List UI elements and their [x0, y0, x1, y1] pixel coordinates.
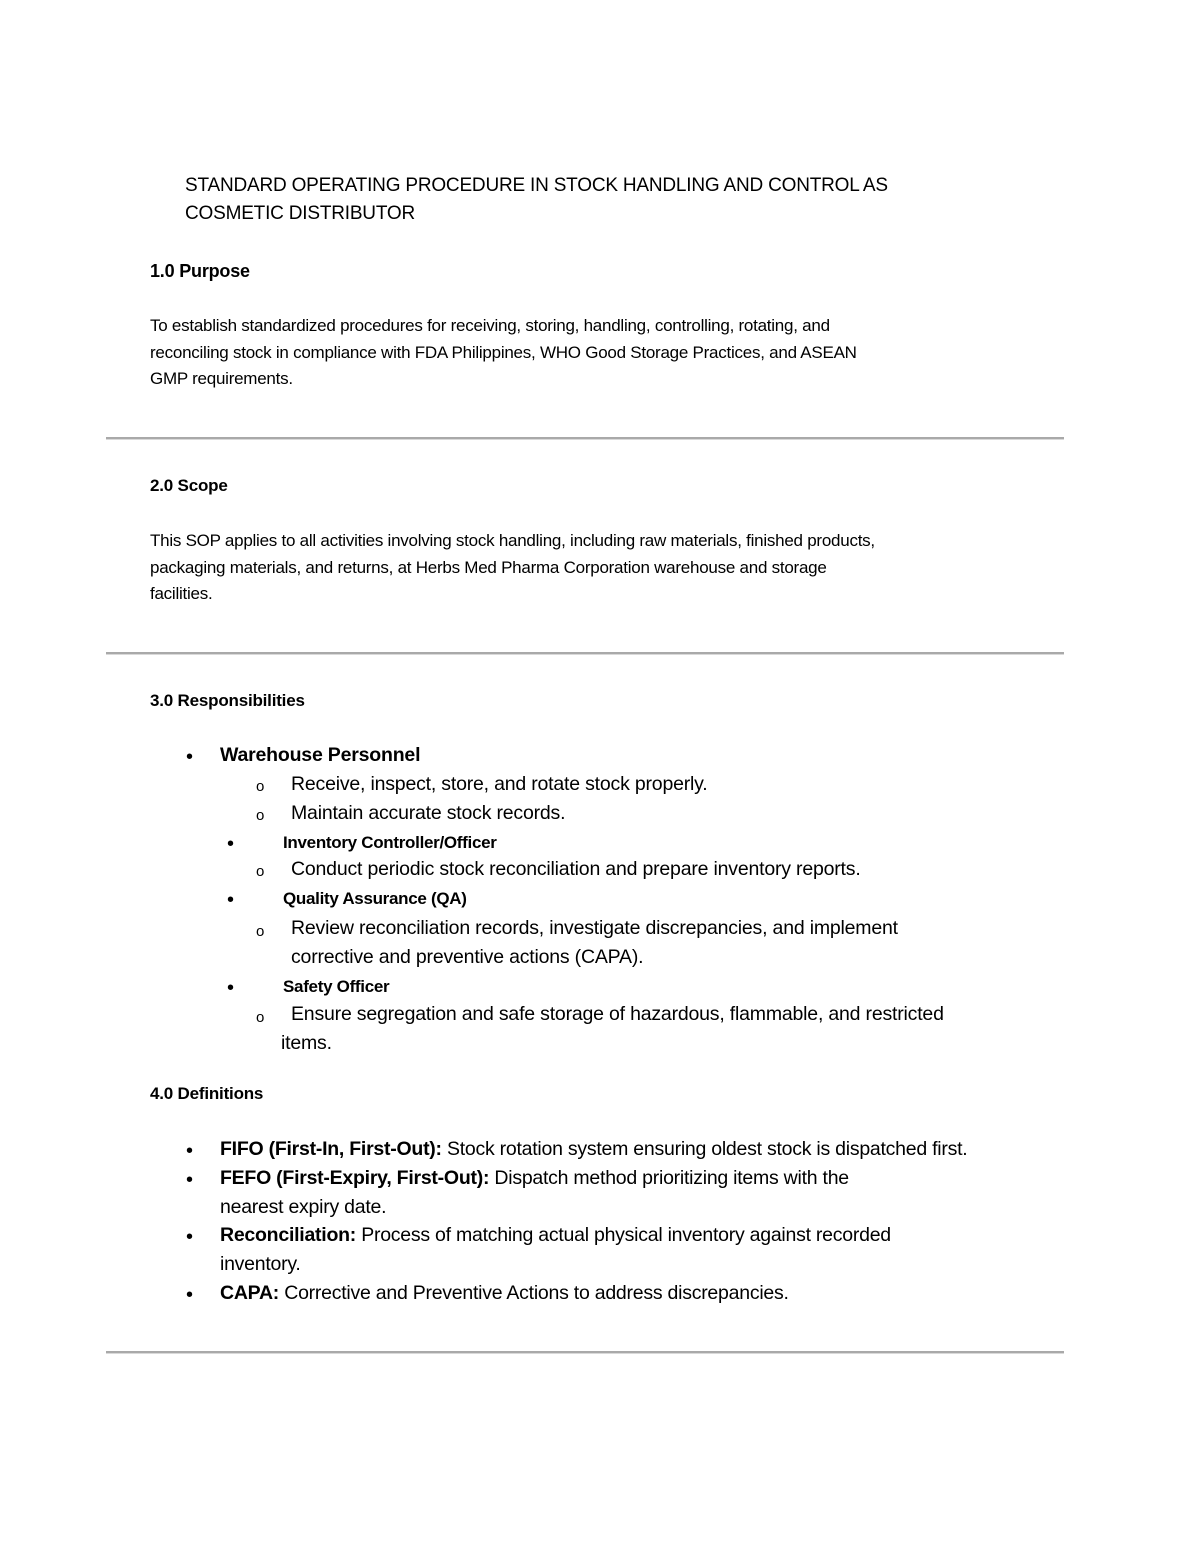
- definition-text: Stock rotation system ensuring oldest stock is dispatched first.: [441, 1138, 968, 1160]
- definition-term: FIFO (First-In, First-Out):: [220, 1138, 442, 1160]
- role-duty-line: items.: [281, 1032, 332, 1054]
- definition-item: [220, 1279, 789, 1308]
- bullet-icon: •: [186, 1140, 194, 1162]
- sub-bullet-icon: o: [256, 807, 265, 824]
- definition-text: Corrective and Preventive Actions to address discrepancies.: [279, 1282, 789, 1304]
- role-duty: Maintain accurate stock records.: [291, 802, 566, 824]
- role-duty: Receive, inspect, store, and rotate stock properly.: [291, 773, 708, 795]
- bullet-icon: •: [186, 746, 194, 768]
- role-title: Quality Assurance (QA): [283, 889, 467, 908]
- bullet-icon: •: [227, 833, 235, 855]
- responsibilities-heading: 3.0 Responsibilities: [150, 691, 305, 710]
- scope-heading: 2.0 Scope: [150, 476, 228, 495]
- definition-text: Dispatch method prioritizing items with the: [489, 1167, 849, 1189]
- sub-bullet-icon: o: [256, 923, 265, 940]
- purpose-line-1: To establish standardized procedures for receiving, storing, handling, controlling, rotating, and: [150, 316, 830, 335]
- role-duty: [291, 914, 898, 972]
- definition-item: [220, 1135, 967, 1164]
- scope-line-2: packaging materials, and returns, at Herbs Med Pharma Corporation warehouse and storage: [150, 557, 827, 577]
- purpose-line-2: reconciling stock in compliance with FDA Philippines, WHO Good Storage Practices, and ASEAN: [150, 342, 857, 362]
- bullet-icon: •: [227, 977, 235, 999]
- definition-item: [220, 1164, 849, 1222]
- definition-term: FEFO (First-Expiry, First-Out):: [220, 1167, 490, 1189]
- scope-paragraph: [150, 528, 875, 608]
- definition-term: CAPA:: [220, 1282, 280, 1304]
- purpose-heading: 1.0 Purpose: [150, 261, 250, 281]
- role-duty: Conduct periodic stock reconciliation and prepare inventory reports.: [291, 858, 861, 880]
- purpose-paragraph: [150, 313, 857, 393]
- definition-text: Process of matching actual physical inventory against recorded: [356, 1224, 891, 1246]
- role-duty: [281, 1000, 944, 1058]
- sub-bullet-icon: o: [256, 778, 265, 795]
- role-duty-line: Review reconciliation records, investigate discrepancies, and implement: [291, 917, 898, 939]
- scope-line-1: This SOP applies to all activities involving stock handling, including raw materials, finished products,: [150, 531, 875, 550]
- definition-continuation: nearest expiry date.: [220, 1196, 387, 1218]
- section-divider: [106, 652, 1064, 655]
- bullet-icon: •: [186, 1226, 194, 1248]
- definitions-heading: 4.0 Definitions: [150, 1084, 264, 1103]
- document-title-line-1: STANDARD OPERATING PROCEDURE IN STOCK HANDLING AND CONTROL AS: [185, 175, 888, 196]
- role-duty-line: corrective and preventive actions (CAPA).: [291, 946, 644, 968]
- definition-item: [220, 1221, 891, 1279]
- scope-line-3: facilities.: [150, 584, 213, 603]
- role-title: Safety Officer: [283, 977, 390, 996]
- bullet-icon: •: [227, 889, 235, 911]
- document-title: [185, 172, 888, 228]
- bullet-icon: •: [186, 1284, 194, 1306]
- sub-bullet-icon: o: [256, 1009, 265, 1026]
- section-divider: [106, 437, 1064, 440]
- definition-term: Reconciliation:: [220, 1224, 357, 1246]
- role-duty-line: Ensure segregation and safe storage of hazardous, flammable, and restricted: [291, 1003, 944, 1025]
- document-title-line-2: COSMETIC DISTRIBUTOR: [185, 203, 415, 224]
- section-divider: [106, 1351, 1064, 1354]
- bullet-icon: •: [186, 1169, 194, 1191]
- sub-bullet-icon: o: [256, 863, 265, 880]
- role-title: Inventory Controller/Officer: [283, 833, 497, 852]
- purpose-line-3: GMP requirements.: [150, 369, 293, 388]
- definition-continuation: inventory.: [220, 1253, 301, 1275]
- role-title: Warehouse Personnel: [220, 744, 421, 766]
